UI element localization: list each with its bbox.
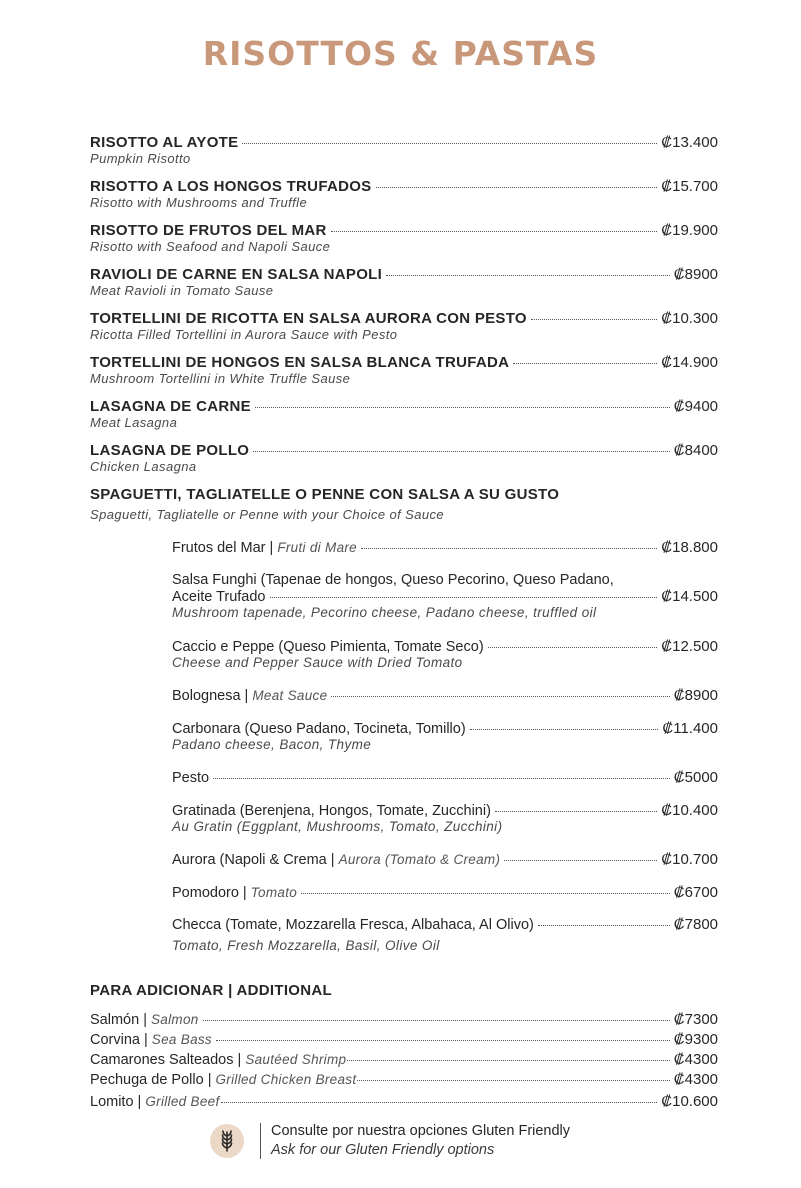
item-name: RISOTTO AL AYOTE xyxy=(90,134,239,151)
sauce-item: Pomodoro | Tomato ₡6700 xyxy=(172,884,718,901)
item-name: RISOTTO DE FRUTOS DEL MAR xyxy=(90,222,327,239)
sauce-item: Bolognesa | Meat Sauce ₡8900 xyxy=(172,687,718,704)
sauce-item xyxy=(172,802,718,834)
leader-dots xyxy=(213,778,670,779)
section-heading: SPAGUETTI, TAGLIATELLE O PENNE CON SALSA A SU GUSTO xyxy=(90,486,560,503)
leader-dots xyxy=(538,925,670,926)
additional-alt-name: Sea Bass xyxy=(151,1032,212,1047)
menu-item xyxy=(90,354,718,386)
additional-item: Camarones Salteados | Sautéed Shrimp ₡4300 xyxy=(90,1051,718,1068)
leader-dots xyxy=(242,143,657,144)
sauce-price: ₡5000 xyxy=(673,769,718,786)
item-description: Risotto with Seafood and Napoli Sauce xyxy=(90,239,331,254)
section-subheading: Spaguetti, Tagliatelle or Penne with your Choice of Sauce xyxy=(90,507,445,522)
sauce-description: Padano cheese, Bacon, Thyme xyxy=(172,737,372,752)
item-price: ₡10.300 xyxy=(661,310,718,327)
sauce-description: Tomato, Fresh Mozzarella, Basil, Olive Oil xyxy=(172,938,440,953)
wheat-icon xyxy=(210,1124,244,1158)
item-name: TORTELLINI DE HONGOS EN SALSA BLANCA TRUFADA xyxy=(90,354,510,371)
sauce-description: Au Gratin (Eggplant, Mushrooms, Tomato, Zucchini) xyxy=(172,819,503,834)
sauce-name: Caccio e Peppe (Queso Pimienta, Tomate Seco) xyxy=(172,639,484,655)
additional-alt-name: Sautéed Shrimp xyxy=(245,1052,347,1067)
item-price: ₡19.900 xyxy=(661,222,718,239)
additional-item: Lomito | Grilled Beef ₡10.600 xyxy=(90,1093,718,1110)
item-price: ₡9400 xyxy=(673,398,718,415)
additional-alt-name: Salmon xyxy=(151,1012,199,1027)
item-description: Pumpkin Risotto xyxy=(90,151,191,166)
additional-price: ₡7300 xyxy=(673,1011,718,1028)
sauce-item xyxy=(172,638,718,670)
item-price: ₡15.700 xyxy=(661,178,718,195)
sauce-description: Cheese and Pepper Sauce with Dried Tomato xyxy=(172,655,463,670)
menu-item xyxy=(90,178,718,210)
menu-item xyxy=(90,310,718,342)
sauce-alt-name: Fruti di Mare xyxy=(277,540,357,555)
additional-alt-name: Grilled Beef xyxy=(145,1094,220,1109)
leader-dots xyxy=(513,363,657,364)
sauce-price: ₡6700 xyxy=(673,884,718,901)
menu-item xyxy=(90,134,718,166)
additional-name: Corvina xyxy=(90,1032,140,1048)
sauce-name: Pesto xyxy=(172,770,210,786)
additional-name: Lomito xyxy=(90,1094,134,1110)
sauce-name: Aurora (Napoli & Crema xyxy=(172,852,327,868)
sauce-price: ₡7800 xyxy=(673,916,718,933)
additional-price: ₡10.600 xyxy=(661,1093,718,1110)
item-description: Ricotta Filled Tortellini in Aurora Sauce with Pesto xyxy=(90,327,398,342)
leader-dots xyxy=(331,696,669,697)
leader-dots xyxy=(221,1102,658,1103)
gluten-line-es: Consulte por nuestra opciones Gluten Friendly xyxy=(271,1123,571,1139)
item-description: Mushroom Tortellini in White Truffle Sause xyxy=(90,371,351,386)
sauce-name: Pomodoro xyxy=(172,885,239,901)
item-name: RISOTTO A LOS HONGOS TRUFADOS xyxy=(90,178,372,195)
leader-dots xyxy=(470,729,659,730)
sauce-price: ₡12.500 xyxy=(661,638,718,655)
sauce-description: Mushroom tapenade, Pecorino cheese, Padano cheese, truffled oil xyxy=(172,605,597,620)
sauce-item: Aurora (Napoli & Crema | Aurora (Tomato & Cream) ₡10.700 xyxy=(172,851,718,868)
item-description: Risotto with Mushrooms and Truffle xyxy=(90,195,308,210)
additional-name: Camarones Salteados xyxy=(90,1052,234,1068)
item-price: ₡8400 xyxy=(673,442,718,459)
menu-item xyxy=(90,442,718,474)
sauce-item: Frutos del Mar | Fruti di Mare ₡18.800 xyxy=(172,539,718,556)
sauce-alt-name: Meat Sauce xyxy=(252,688,328,703)
sauce-name: Frutos del Mar xyxy=(172,540,266,556)
additional-item: Pechuga de Pollo | Grilled Chicken Breast ₡4300 xyxy=(90,1071,718,1088)
leader-dots xyxy=(488,647,658,648)
leader-dots xyxy=(255,407,670,408)
item-price: ₡8900 xyxy=(673,266,718,283)
item-price: ₡13.400 xyxy=(661,134,718,151)
menu-item xyxy=(90,398,718,430)
sauce-price: ₡11.400 xyxy=(662,720,718,737)
sauce-item xyxy=(172,572,718,620)
item-price: ₡14.900 xyxy=(661,354,718,371)
leader-dots xyxy=(216,1040,670,1041)
sauce-name: Bolognesa xyxy=(172,688,241,704)
leader-dots xyxy=(347,1060,669,1061)
additional-heading: PARA ADICIONAR | ADDITIONAL xyxy=(90,982,333,999)
leader-dots xyxy=(253,451,670,452)
sauce-price: ₡10.400 xyxy=(661,802,718,819)
sauce-price: ₡10.700 xyxy=(661,851,718,868)
leader-dots xyxy=(331,231,658,232)
additional-item: Salmón | Salmon ₡7300 xyxy=(90,1011,718,1028)
item-description: Meat Lasagna xyxy=(90,415,178,430)
sauce-alt-name: Tomato xyxy=(250,885,298,900)
sauce-name: Salsa Funghi (Tapenae de hongos, Queso Pecorino, Queso Padano, xyxy=(172,572,614,588)
leader-dots xyxy=(270,597,658,598)
leader-dots xyxy=(357,1080,669,1081)
leader-dots xyxy=(361,548,657,549)
item-name: TORTELLINI DE RICOTTA EN SALSA AURORA CON PESTO xyxy=(90,310,527,327)
additional-item: Corvina | Sea Bass ₡9300 xyxy=(90,1031,718,1048)
sauce-item xyxy=(172,720,718,752)
leader-dots xyxy=(504,860,657,861)
item-name: LASAGNA DE CARNE xyxy=(90,398,251,415)
leader-dots xyxy=(203,1020,670,1021)
additional-name: Salmón xyxy=(90,1012,140,1028)
sauce-item xyxy=(172,916,718,953)
item-name: LASAGNA DE POLLO xyxy=(90,442,250,459)
sauce-name: Gratinada (Berenjena, Hongos, Tomate, Zucchini) xyxy=(172,803,491,819)
leader-dots xyxy=(495,811,657,812)
additional-price: ₡4300 xyxy=(673,1071,718,1088)
gluten-note xyxy=(210,1122,570,1160)
sauce-name-continued: Aceite Trufado xyxy=(172,589,266,605)
sauce-price: ₡14.500 xyxy=(661,588,718,605)
additional-alt-name: Grilled Chicken Breast xyxy=(215,1072,357,1087)
page-title: RISOTTOS & PASTAS xyxy=(202,34,599,73)
item-name: RAVIOLI DE CARNE EN SALSA NAPOLI xyxy=(90,266,383,283)
additional-price: ₡9300 xyxy=(673,1031,718,1048)
item-description: Meat Ravioli in Tomato Sause xyxy=(90,283,274,298)
sauce-name: Carbonara (Queso Padano, Tocineta, Tomillo) xyxy=(172,721,466,737)
sauce-price: ₡8900 xyxy=(673,687,718,704)
item-description: Chicken Lasagna xyxy=(90,459,197,474)
sauce-name: Checca (Tomate, Mozzarella Fresca, Albahaca, Al Olivo) xyxy=(172,917,534,933)
leader-dots xyxy=(531,319,657,320)
leader-dots xyxy=(301,893,670,894)
sauce-alt-name: Aurora (Tomato & Cream) xyxy=(338,852,501,867)
menu-item xyxy=(90,222,718,254)
sauce-item xyxy=(172,769,718,786)
additional-price: ₡4300 xyxy=(673,1051,718,1068)
menu-item xyxy=(90,266,718,298)
divider xyxy=(260,1123,261,1159)
leader-dots xyxy=(376,187,658,188)
additional-name: Pechuga de Pollo xyxy=(90,1072,204,1088)
gluten-line-en: Ask for our Gluten Friendly options xyxy=(271,1142,495,1158)
leader-dots xyxy=(386,275,670,276)
sauce-price: ₡18.800 xyxy=(661,539,718,556)
